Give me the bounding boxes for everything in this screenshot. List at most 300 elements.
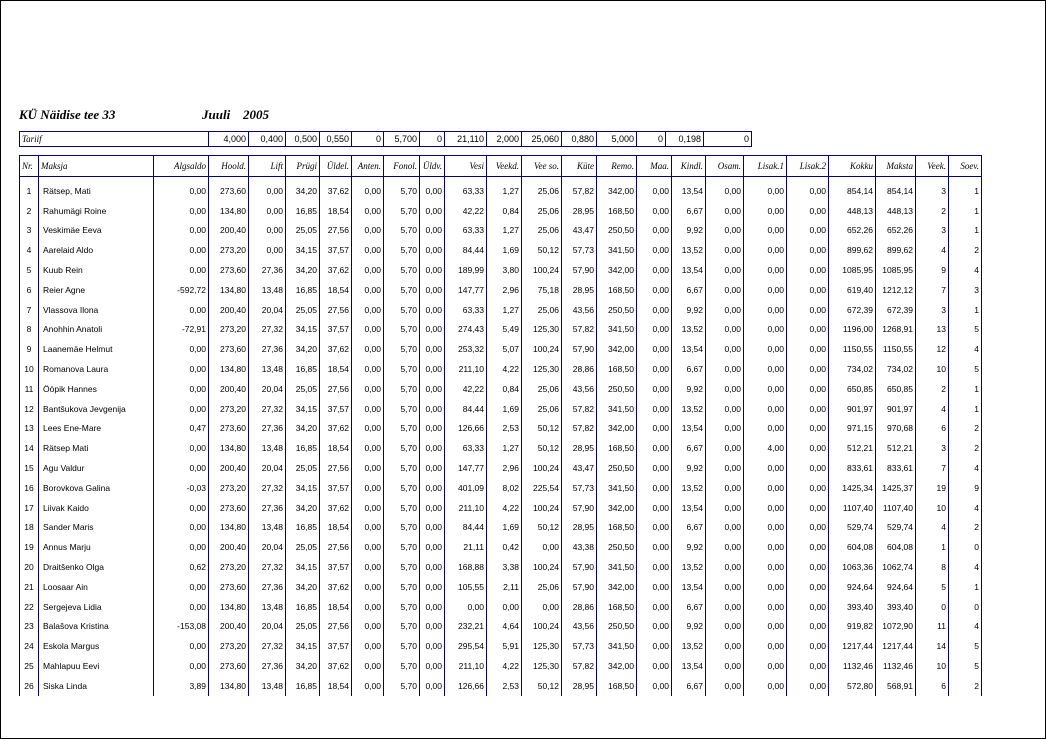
table-cell: 4 — [949, 557, 982, 577]
table-cell: 0,00 — [420, 617, 445, 637]
table-cell: 0,00 — [744, 617, 787, 637]
table-cell: 604,08 — [876, 537, 916, 557]
table-cell: 0,00 — [787, 458, 829, 478]
table-cell: 0,00 — [420, 300, 445, 320]
table-cell: 4 — [916, 518, 949, 538]
table-cell: 3,80 — [487, 260, 522, 280]
table-cell: 4 — [916, 240, 949, 260]
table-cell: 5,70 — [384, 399, 420, 419]
table-cell: 34,15 — [286, 320, 320, 340]
table-cell: 57,90 — [562, 577, 597, 597]
table-cell: 5,70 — [384, 518, 420, 538]
column-header: Remo. — [597, 156, 637, 177]
table-cell: 341,50 — [597, 320, 637, 340]
table-cell: 0,47 — [154, 419, 209, 439]
table-cell: 0,00 — [420, 221, 445, 241]
column-header: Veekd. — [487, 156, 522, 177]
table-cell: 0,00 — [787, 280, 829, 300]
table-cell: 27,56 — [320, 221, 352, 241]
table-cell: 4 — [949, 617, 982, 637]
table-cell: 8 — [916, 557, 949, 577]
table-cell: 5,70 — [384, 221, 420, 241]
table-cell: 37,62 — [320, 577, 352, 597]
column-header: Prügi — [286, 156, 320, 177]
table-cell: 9,92 — [672, 379, 706, 399]
table-cell: 5,70 — [384, 498, 420, 518]
table-cell: 0,00 — [352, 537, 384, 557]
table-cell: 0,00 — [744, 399, 787, 419]
payer-name: Sergejeva Lidia — [39, 597, 154, 617]
table-cell: 0,00 — [787, 676, 829, 696]
table-cell: 168,50 — [597, 676, 637, 696]
table-cell: 134,80 — [209, 676, 249, 696]
column-header: Nr. — [20, 156, 39, 177]
table-row — [20, 419, 982, 439]
table-cell: 75,18 — [522, 280, 562, 300]
table-cell: 250,50 — [597, 221, 637, 241]
row-number: 21 — [20, 577, 39, 597]
table-cell: 8,02 — [487, 478, 522, 498]
table-cell: 57,82 — [562, 177, 597, 201]
report-year: 2005 — [243, 107, 269, 122]
table-cell: 0,00 — [420, 518, 445, 538]
table-cell: 5,70 — [384, 438, 420, 458]
table-cell: 5 — [949, 359, 982, 379]
table-cell: 5,70 — [384, 597, 420, 617]
table-cell: 273,60 — [209, 419, 249, 439]
table-cell: 0,00 — [352, 240, 384, 260]
table-cell: 901,97 — [829, 399, 876, 419]
table-cell: 5 — [949, 636, 982, 656]
table-cell: 0,00 — [706, 597, 744, 617]
table-cell: 1 — [949, 201, 982, 221]
table-cell: 0,00 — [154, 597, 209, 617]
column-header: Lisak.2 — [787, 156, 829, 177]
table-cell: 0,00 — [787, 597, 829, 617]
table-cell: 100,24 — [522, 458, 562, 478]
table-cell: 147,77 — [445, 458, 487, 478]
table-cell: 0,00 — [637, 221, 672, 241]
table-cell: 43,56 — [562, 617, 597, 637]
table-cell: 27,32 — [249, 399, 286, 419]
table-cell: 18,54 — [320, 676, 352, 696]
table-cell: 0,00 — [637, 260, 672, 280]
table-cell: 37,57 — [320, 478, 352, 498]
table-cell: 25,06 — [522, 399, 562, 419]
table-cell: 0,00 — [706, 240, 744, 260]
table-cell: 342,00 — [597, 498, 637, 518]
table-row — [20, 201, 982, 221]
table-cell: 274,43 — [445, 320, 487, 340]
payer-name: Borovkova Galina — [39, 478, 154, 498]
table-cell: 2,53 — [487, 676, 522, 696]
row-number: 7 — [20, 300, 39, 320]
table-cell: 919,82 — [829, 617, 876, 637]
row-number: 12 — [20, 399, 39, 419]
table-cell: 6,67 — [672, 438, 706, 458]
table-cell: 0,00 — [787, 617, 829, 637]
table-cell: 0,00 — [706, 177, 744, 201]
table-cell: 200,40 — [209, 537, 249, 557]
table-cell: 0,00 — [637, 339, 672, 359]
table-cell: 6 — [916, 419, 949, 439]
table-cell: 211,10 — [445, 498, 487, 518]
table-cell: 5,70 — [384, 339, 420, 359]
table-cell: 568,91 — [876, 676, 916, 696]
table-cell: 0,00 — [744, 656, 787, 676]
table-cell: 0,00 — [154, 399, 209, 419]
table-cell: 57,82 — [562, 419, 597, 439]
table-cell: 27,32 — [249, 478, 286, 498]
table-cell: 7 — [916, 280, 949, 300]
table-cell: 273,20 — [209, 557, 249, 577]
table-cell: 18,54 — [320, 438, 352, 458]
table-cell: 833,61 — [829, 458, 876, 478]
table-cell: 0,00 — [487, 597, 522, 617]
table-cell: 0,00 — [420, 656, 445, 676]
table-cell: 28,95 — [562, 201, 597, 221]
table-cell: 970,68 — [876, 419, 916, 439]
table-cell: 0,00 — [522, 597, 562, 617]
tariff-value: 21,110 — [445, 132, 487, 147]
payer-name: Agu Valdur — [39, 458, 154, 478]
table-cell: 4,00 — [744, 438, 787, 458]
table-row — [20, 221, 982, 241]
table-cell: 273,20 — [209, 320, 249, 340]
table-cell: 20,04 — [249, 458, 286, 478]
table-cell: 0,00 — [787, 359, 829, 379]
table-cell: 572,80 — [829, 676, 876, 696]
table-cell: 4,22 — [487, 656, 522, 676]
table-cell: 0,00 — [352, 676, 384, 696]
table-cell: 21,11 — [445, 537, 487, 557]
table-cell: 125,30 — [522, 656, 562, 676]
table-cell: 0,00 — [706, 300, 744, 320]
table-cell: 189,99 — [445, 260, 487, 280]
payer-name: Vlassova Ilona — [39, 300, 154, 320]
table-cell: 250,50 — [597, 379, 637, 399]
column-header: Maksta — [876, 156, 916, 177]
table-cell: 250,50 — [597, 300, 637, 320]
table-cell: 50,12 — [522, 518, 562, 538]
table-cell: 0,00 — [787, 518, 829, 538]
payer-name: Lees Ene-Mare — [39, 419, 154, 439]
column-header: Anten. — [352, 156, 384, 177]
tariff-value: 5,700 — [384, 132, 420, 147]
table-cell: 34,15 — [286, 399, 320, 419]
table-cell: 57,82 — [562, 320, 597, 340]
table-row — [20, 240, 982, 260]
table-row — [20, 676, 982, 696]
payer-name: Kuub Rein — [39, 260, 154, 280]
column-header: Maksja — [39, 156, 154, 177]
table-cell: 43,47 — [562, 221, 597, 241]
table-cell: 27,36 — [249, 339, 286, 359]
table-cell: 0,00 — [706, 518, 744, 538]
table-cell: 0,00 — [706, 339, 744, 359]
table-cell: 273,20 — [209, 240, 249, 260]
table-cell: 34,20 — [286, 656, 320, 676]
table-cell: 5,70 — [384, 201, 420, 221]
row-number: 10 — [20, 359, 39, 379]
table-row — [20, 518, 982, 538]
table-cell: 13,54 — [672, 577, 706, 597]
table-cell: 57,90 — [562, 260, 597, 280]
row-number: 13 — [20, 419, 39, 439]
table-cell: 0,00 — [706, 221, 744, 241]
table-cell: 13,48 — [249, 676, 286, 696]
table-cell: 1,27 — [487, 438, 522, 458]
table-cell: 34,20 — [286, 577, 320, 597]
table-cell: 2,96 — [487, 458, 522, 478]
table-cell: 13,52 — [672, 478, 706, 498]
table-cell: 147,77 — [445, 280, 487, 300]
table-cell: 1,69 — [487, 240, 522, 260]
table-cell: 1,27 — [487, 221, 522, 241]
billing-table — [19, 155, 982, 696]
row-number: 3 — [20, 221, 39, 241]
table-cell: 0,00 — [787, 339, 829, 359]
table-cell: 0,00 — [744, 498, 787, 518]
table-cell: 0,00 — [744, 280, 787, 300]
table-cell: 0,00 — [352, 597, 384, 617]
table-cell: 1132,46 — [829, 656, 876, 676]
table-cell: 1 — [949, 177, 982, 201]
table-cell: 0,00 — [420, 636, 445, 656]
table-cell: 0,00 — [637, 320, 672, 340]
table-cell: 6,67 — [672, 280, 706, 300]
table-cell: 0,00 — [787, 260, 829, 280]
row-number: 6 — [20, 280, 39, 300]
table-cell: 0,00 — [352, 201, 384, 221]
table-cell: 13,48 — [249, 518, 286, 538]
table-cell: 0,00 — [787, 478, 829, 498]
table-cell: 105,55 — [445, 577, 487, 597]
table-cell: 0,00 — [706, 537, 744, 557]
table-cell: 0,00 — [787, 300, 829, 320]
table-cell: 0,00 — [352, 221, 384, 241]
table-cell: 0,00 — [637, 617, 672, 637]
table-cell: 0,00 — [637, 557, 672, 577]
table-cell: 0,00 — [637, 518, 672, 538]
table-cell: 0,00 — [744, 240, 787, 260]
table-cell: 0,00 — [637, 636, 672, 656]
table-cell: 2,11 — [487, 577, 522, 597]
table-cell: 25,06 — [522, 201, 562, 221]
table-cell: 134,80 — [209, 438, 249, 458]
column-header: Soev. — [949, 156, 982, 177]
table-row — [20, 260, 982, 280]
table-cell: 25,05 — [286, 617, 320, 637]
table-cell: 37,62 — [320, 177, 352, 201]
table-cell: 18,54 — [320, 518, 352, 538]
table-cell: 0,00 — [352, 458, 384, 478]
table-cell: 211,10 — [445, 359, 487, 379]
table-cell: 0 — [949, 537, 982, 557]
table-cell: 57,90 — [562, 498, 597, 518]
table-cell: 1217,44 — [876, 636, 916, 656]
table-cell: 63,33 — [445, 300, 487, 320]
table-cell: 0,42 — [487, 537, 522, 557]
table-cell: 0,00 — [637, 597, 672, 617]
row-number: 5 — [20, 260, 39, 280]
table-cell: 5,70 — [384, 300, 420, 320]
table-cell: 5,70 — [384, 617, 420, 637]
table-row — [20, 320, 982, 340]
table-cell: 37,62 — [320, 339, 352, 359]
table-cell: 0,00 — [744, 300, 787, 320]
table-cell: 0,00 — [637, 419, 672, 439]
table-cell: 0,00 — [352, 399, 384, 419]
tariff-value: 0 — [704, 132, 752, 147]
table-cell: 13,52 — [672, 240, 706, 260]
table-cell: 0,00 — [249, 221, 286, 241]
table-cell: 341,50 — [597, 399, 637, 419]
table-cell: 100,24 — [522, 260, 562, 280]
table-cell: 27,36 — [249, 656, 286, 676]
table-cell: 125,30 — [522, 320, 562, 340]
table-cell: 4,22 — [487, 359, 522, 379]
table-cell: 0,00 — [706, 478, 744, 498]
table-cell: 0,00 — [706, 320, 744, 340]
table-cell: 5,70 — [384, 260, 420, 280]
table-cell: 0,00 — [637, 577, 672, 597]
table-cell: 0,00 — [706, 636, 744, 656]
table-cell: 42,22 — [445, 201, 487, 221]
table-cell: 0,00 — [744, 518, 787, 538]
table-cell: 5,70 — [384, 240, 420, 260]
tariff-value: 5,000 — [597, 132, 637, 147]
table-cell: 16,85 — [286, 676, 320, 696]
table-cell: 25,06 — [522, 577, 562, 597]
table-cell: 0,00 — [154, 636, 209, 656]
column-header: Maa. — [637, 156, 672, 177]
table-cell: 0,00 — [637, 399, 672, 419]
table-cell: 0,00 — [744, 339, 787, 359]
table-cell: 273,20 — [209, 399, 249, 419]
table-cell: 0,00 — [637, 656, 672, 676]
row-number: 25 — [20, 656, 39, 676]
table-cell: 43,56 — [562, 379, 597, 399]
table-cell: 168,88 — [445, 557, 487, 577]
table-cell: 401,09 — [445, 478, 487, 498]
table-cell: 341,50 — [597, 636, 637, 656]
payer-name: Annus Marju — [39, 537, 154, 557]
table-cell: 1,27 — [487, 177, 522, 201]
table-cell: 0,00 — [352, 379, 384, 399]
table-cell: 273,60 — [209, 260, 249, 280]
table-cell: 25,06 — [522, 177, 562, 201]
table-cell: 0,00 — [352, 438, 384, 458]
table-cell: 0 — [916, 597, 949, 617]
table-cell: 9,92 — [672, 458, 706, 478]
table-cell: 4,64 — [487, 617, 522, 637]
table-cell: 134,80 — [209, 359, 249, 379]
table-cell: 1217,44 — [829, 636, 876, 656]
table-cell: 0,00 — [787, 221, 829, 241]
table-cell: 1425,37 — [876, 478, 916, 498]
table-row — [20, 478, 982, 498]
table-row — [20, 577, 982, 597]
tariff-value: 0,550 — [320, 132, 352, 147]
column-header: Vesi — [445, 156, 487, 177]
payer-name: Balašova Kristina — [39, 617, 154, 637]
table-cell: 168,50 — [597, 597, 637, 617]
table-cell: 13,52 — [672, 636, 706, 656]
table-cell: 0,00 — [637, 240, 672, 260]
payer-name: Rätsep Mati — [39, 438, 154, 458]
table-row — [20, 636, 982, 656]
table-cell: 0,00 — [420, 339, 445, 359]
table-cell: 0,00 — [352, 498, 384, 518]
table-cell: 18,54 — [320, 359, 352, 379]
payer-name: Reier Agne — [39, 280, 154, 300]
table-cell: 19 — [916, 478, 949, 498]
table-cell: 3 — [916, 300, 949, 320]
table-cell: 13,52 — [672, 320, 706, 340]
table-cell: 619,40 — [829, 280, 876, 300]
table-row — [20, 379, 982, 399]
table-cell: 0,00 — [787, 379, 829, 399]
table-cell: 342,00 — [597, 419, 637, 439]
table-cell: 13 — [916, 320, 949, 340]
table-cell: 13,54 — [672, 177, 706, 201]
table-cell: 0,00 — [706, 419, 744, 439]
table-cell: 0,00 — [445, 597, 487, 617]
table-cell: 5 — [949, 320, 982, 340]
table-cell: 0,00 — [352, 300, 384, 320]
table-cell: 0,00 — [744, 636, 787, 656]
table-cell: 273,60 — [209, 177, 249, 201]
table-cell: 0,00 — [787, 201, 829, 221]
table-cell: 0,00 — [744, 597, 787, 617]
table-row — [20, 359, 982, 379]
table-cell: 27,36 — [249, 260, 286, 280]
table-cell: 9,92 — [672, 221, 706, 241]
tariff-value: 0 — [352, 132, 384, 147]
column-header: Kokku — [829, 156, 876, 177]
table-cell: 12 — [916, 339, 949, 359]
table-cell: 28,95 — [562, 676, 597, 696]
table-cell: 0,00 — [352, 177, 384, 201]
table-cell: 63,33 — [445, 221, 487, 241]
column-header: Vee so. — [522, 156, 562, 177]
table-cell: 0,00 — [706, 617, 744, 637]
row-number: 20 — [20, 557, 39, 577]
table-cell: 0,00 — [154, 300, 209, 320]
row-number: 24 — [20, 636, 39, 656]
table-cell: 0,00 — [787, 438, 829, 458]
table-cell: 0,00 — [352, 339, 384, 359]
table-cell: 341,50 — [597, 557, 637, 577]
table-cell: 0,00 — [787, 399, 829, 419]
table-cell: 273,20 — [209, 636, 249, 656]
table-row — [20, 339, 982, 359]
table-cell: 43,38 — [562, 537, 597, 557]
payer-name: Eskola Margus — [39, 636, 154, 656]
table-cell: 11 — [916, 617, 949, 637]
table-cell: 34,20 — [286, 260, 320, 280]
table-cell: 2,96 — [487, 280, 522, 300]
table-cell: -72,91 — [154, 320, 209, 340]
table-cell: 3 — [916, 221, 949, 241]
table-cell: 2 — [916, 201, 949, 221]
row-number: 15 — [20, 458, 39, 478]
table-cell: 0,00 — [744, 676, 787, 696]
table-cell: 6,67 — [672, 597, 706, 617]
table-cell: 0,00 — [420, 458, 445, 478]
table-cell: 18,54 — [320, 280, 352, 300]
